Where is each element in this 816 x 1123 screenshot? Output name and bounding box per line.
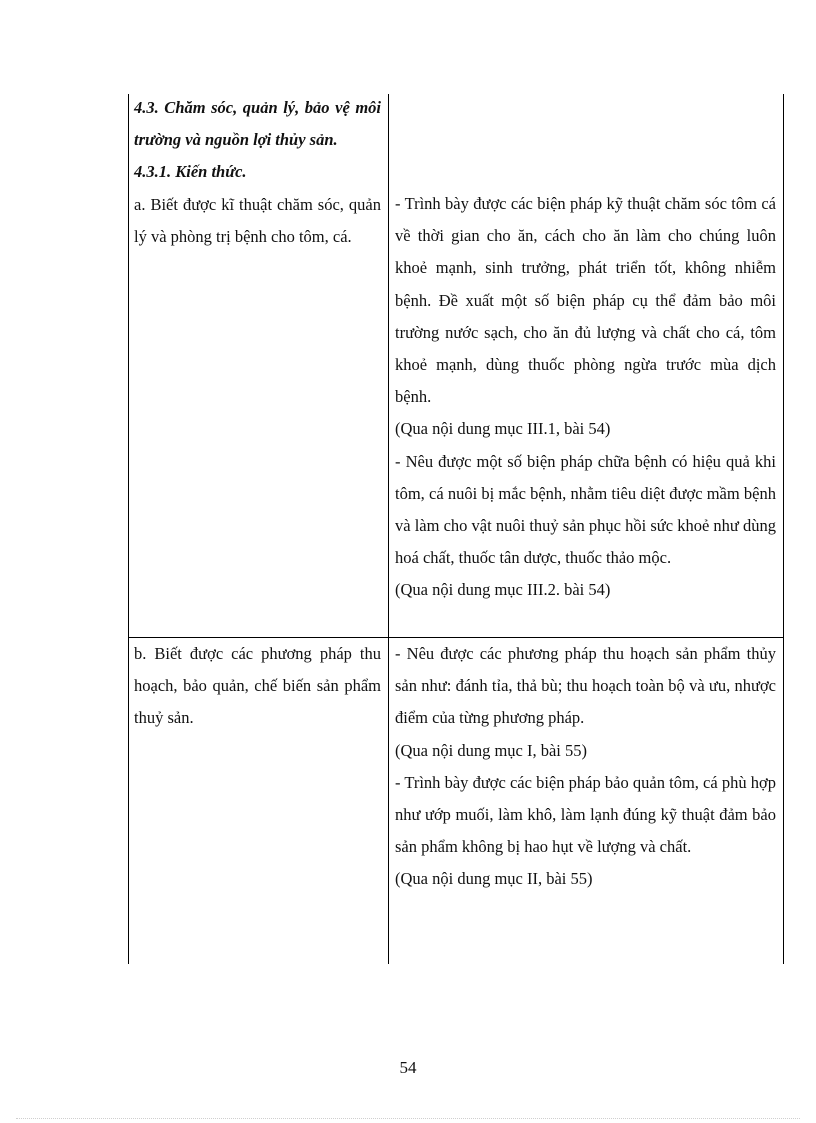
table-border-middle <box>388 94 389 964</box>
row2-right-cell <box>395 638 776 896</box>
right-reference: (Qua nội dung mục II, bài 55) <box>395 869 593 889</box>
right-reference: (Qua nội dung mục III.1, bài 54) <box>395 419 611 439</box>
left-item-a: a. Biết được kĩ thuật chăm sóc, quản lý và phòng trị bệnh cho tôm, cá. <box>134 194 381 246</box>
page-number: 54 <box>399 1058 417 1077</box>
subsection-heading: 4.3.1. Kiến thức. <box>134 162 247 182</box>
table-border-right <box>783 94 784 964</box>
row1-right-cell <box>395 188 776 607</box>
left-item-b: b. Biết được các phương pháp thu hoạch, bảo quản, chế biến sản phẩm thuỷ sản. <box>134 644 381 728</box>
section-heading: 4.3. Chăm sóc, quản lý, bảo vệ môi trường và nguồn lợi thủy sản. <box>134 98 381 150</box>
right-paragraph: - Trình bày được các biện pháp kỹ thuật chăm sóc tôm cá về thời gian cho ăn, cách cho ăn làm cho chúng luôn khoẻ mạnh, sinh trưởng, phát triển tốt, không nhiễm bệnh. Đề xuất một số biện pháp cụ thể đảm bảo môi trường nước sạch, cho ăn đủ lượng và chất cho cá, tôm khoẻ mạnh, dùng thuốc phòng ngừa trước mùa dịch bệnh. <box>395 194 776 407</box>
right-reference: (Qua nội dung mục I, bài 55) <box>395 740 587 760</box>
row2-left-cell <box>134 638 381 735</box>
table-border-left <box>128 94 129 964</box>
footer-dotted-line <box>16 1118 800 1119</box>
right-reference: (Qua nội dung mục III.2. bài 54) <box>395 580 611 600</box>
row1-left-cell <box>134 92 381 253</box>
right-paragraph: - Trình bày được các biện pháp bảo quản tôm, cá phù hợp như ướp muối, làm khô, làm lạnh đúng kỹ thuật đảm bảo sản phẩm không bị hao hụt về lượng và chất. <box>395 772 776 857</box>
right-paragraph: - Nêu được một số biện pháp chữa bệnh có hiệu quả khi tôm, cá nuôi bị mắc bệnh, nhằm tiêu diệt được mầm bệnh và làm cho vật nuôi thuỷ sản phục hồi sức khoẻ như dùng hoá chất, thuốc tân dược, thuốc thảo mộc. <box>395 451 776 568</box>
right-paragraph: - Nêu được các phương pháp thu hoạch sản phẩm thủy sản như: đánh tỉa, thả bù; thu hoạch toàn bộ và ưu, nhược điểm của từng phương pháp. <box>395 644 776 728</box>
